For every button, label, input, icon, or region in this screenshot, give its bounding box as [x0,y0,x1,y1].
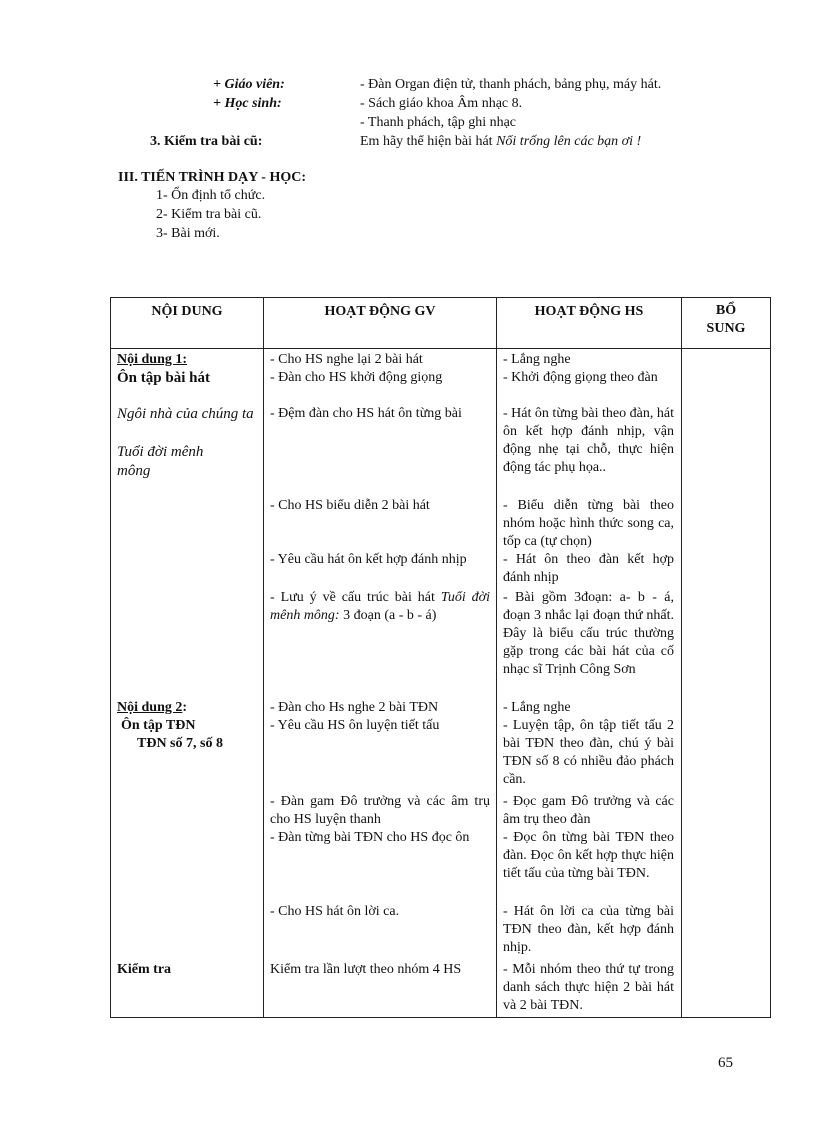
student-activity: - Hát ôn từng bài theo đàn, hát ôn kết hợp đánh nhịp, vận động nhẹ tại chỗ, thực hiện động tác phụ họa.. [503,406,674,475]
section-title: III. TIẾN TRÌNH DẠY - HỌC: [118,170,306,185]
supplement-column [682,349,771,1018]
teacher-activity: - Lưu ý về cấu trúc bài hát Tuổi đời mênh mông: 3 đoạn (a - b - á) [270,590,491,623]
content-2-label: Nội dung 2: [117,700,188,715]
student-equipment-1: - Sách giáo khoa Âm nhạc 8. [360,96,523,111]
teacher-activity-column [264,349,497,1018]
content-2-subtitle: TĐN số 7, số 8 [137,736,223,751]
lesson-table [110,297,771,1018]
student-activity: - Đọc ôn từng bài TĐN theo đàn. Đọc ôn kết hợp thực hiện tiết tấu của từng bài TĐN. [503,830,674,881]
student-activity-column [497,349,682,1018]
teacher-equipment: - Đàn Organ điện tử, thanh phách, bảng phụ, máy hát. [360,77,662,92]
header-content: NỘI DUNG [111,298,264,349]
student-label: + Học sinh: [213,96,282,111]
content-column [111,349,264,1018]
content-1-title: Ôn tập bài hát [117,370,210,386]
teacher-activity: Kiểm tra lần lượt theo nhóm 4 HS [270,962,462,977]
student-activity: - Luyện tập, ôn tập tiết tấu 2 bài TĐN theo đàn, chú ý bài TĐN số 8 có nhiều đảo phách cần. [503,718,674,787]
step-item: 1- Ổn định tổ chức. [156,188,266,203]
student-activity: - Đọc gam Đô trưởng và các âm trụ theo đàn [503,794,674,827]
student-activity: - Hát ôn theo đàn kết hợp đánh nhịp [503,552,674,585]
student-equipment-2: - Thanh phách, tập ghi nhạc [360,115,517,130]
teacher-activity: - Đàn gam Đô trưởng và các âm trụ cho HS luyện thanh [270,794,490,827]
teacher-activity: - Đàn từng bài TĐN cho HS đọc ôn [270,830,470,845]
step-item: 3- Bài mới. [156,226,220,241]
teacher-activity: - Cho HS hát ôn lời ca. [270,904,400,919]
header-teacher-activity: HOẠT ĐỘNG GV [264,298,497,349]
song-title-2: Tuổi đời mênh mông [117,444,204,479]
content-2-title: Ôn tập TĐN [121,718,196,733]
student-activity: - Hát ôn lời ca của từng bài TĐN theo đàn, kết hợp đánh nhịp. [503,904,674,955]
student-activity: - Mỗi nhóm theo thứ tự trong danh sách thực hiện 2 bài hát và 2 bài TĐN. [503,962,674,1013]
teacher-activity: - Đàn cho HS khởi động giọng [270,370,443,385]
header-student-activity: HOẠT ĐỘNG HS [497,298,682,349]
teacher-activity: - Cho HS biểu diễn 2 bài hát [270,498,430,513]
page-number: 65 [718,1055,733,1071]
student-activity: - Biểu diễn từng bài theo nhóm hoặc hình thức song ca, tốp ca (tự chọn) [503,498,674,549]
teacher-activity: - Yêu cầu HS ôn luyện tiết tấu [270,718,440,733]
student-activity: - Khởi động giọng theo đàn [503,370,658,385]
teacher-label: + Giáo viên: [213,77,285,92]
old-lesson-check-label: 3. Kiểm tra bài cũ: [150,134,263,149]
teacher-activity: - Cho HS nghe lại 2 bài hát [270,352,423,367]
content-1-label: Nội dung 1: [117,352,188,367]
student-activity: - Bài gồm 3đoạn: a- b - á, đoạn 3 nhắc lại đoạn thứ nhất. Đây là biểu cấu trúc thường gặp trong các bài hát của cố nhạc sĩ Trịnh Công Sơn [503,590,674,677]
song-title-1: Ngôi nhà của chúng ta [117,406,254,422]
content-3-title: Kiểm tra [117,962,172,977]
teacher-activity: - Đệm đàn cho HS hát ôn từng bài [270,406,462,421]
header-supplement: BỔ SUNG [682,298,771,349]
student-activity: - Lắng nghe [503,700,571,715]
old-lesson-check-value: Em hãy thể hiện bài hát Nổi trống lên các bạn ơi ! [360,134,642,149]
student-activity: - Lắng nghe [503,352,571,367]
teacher-activity: - Yêu cầu hát ôn kết hợp đánh nhịp [270,552,467,567]
step-item: 2- Kiểm tra bài cũ. [156,207,262,222]
teacher-activity: - Đàn cho Hs nghe 2 bài TĐN [270,700,439,715]
